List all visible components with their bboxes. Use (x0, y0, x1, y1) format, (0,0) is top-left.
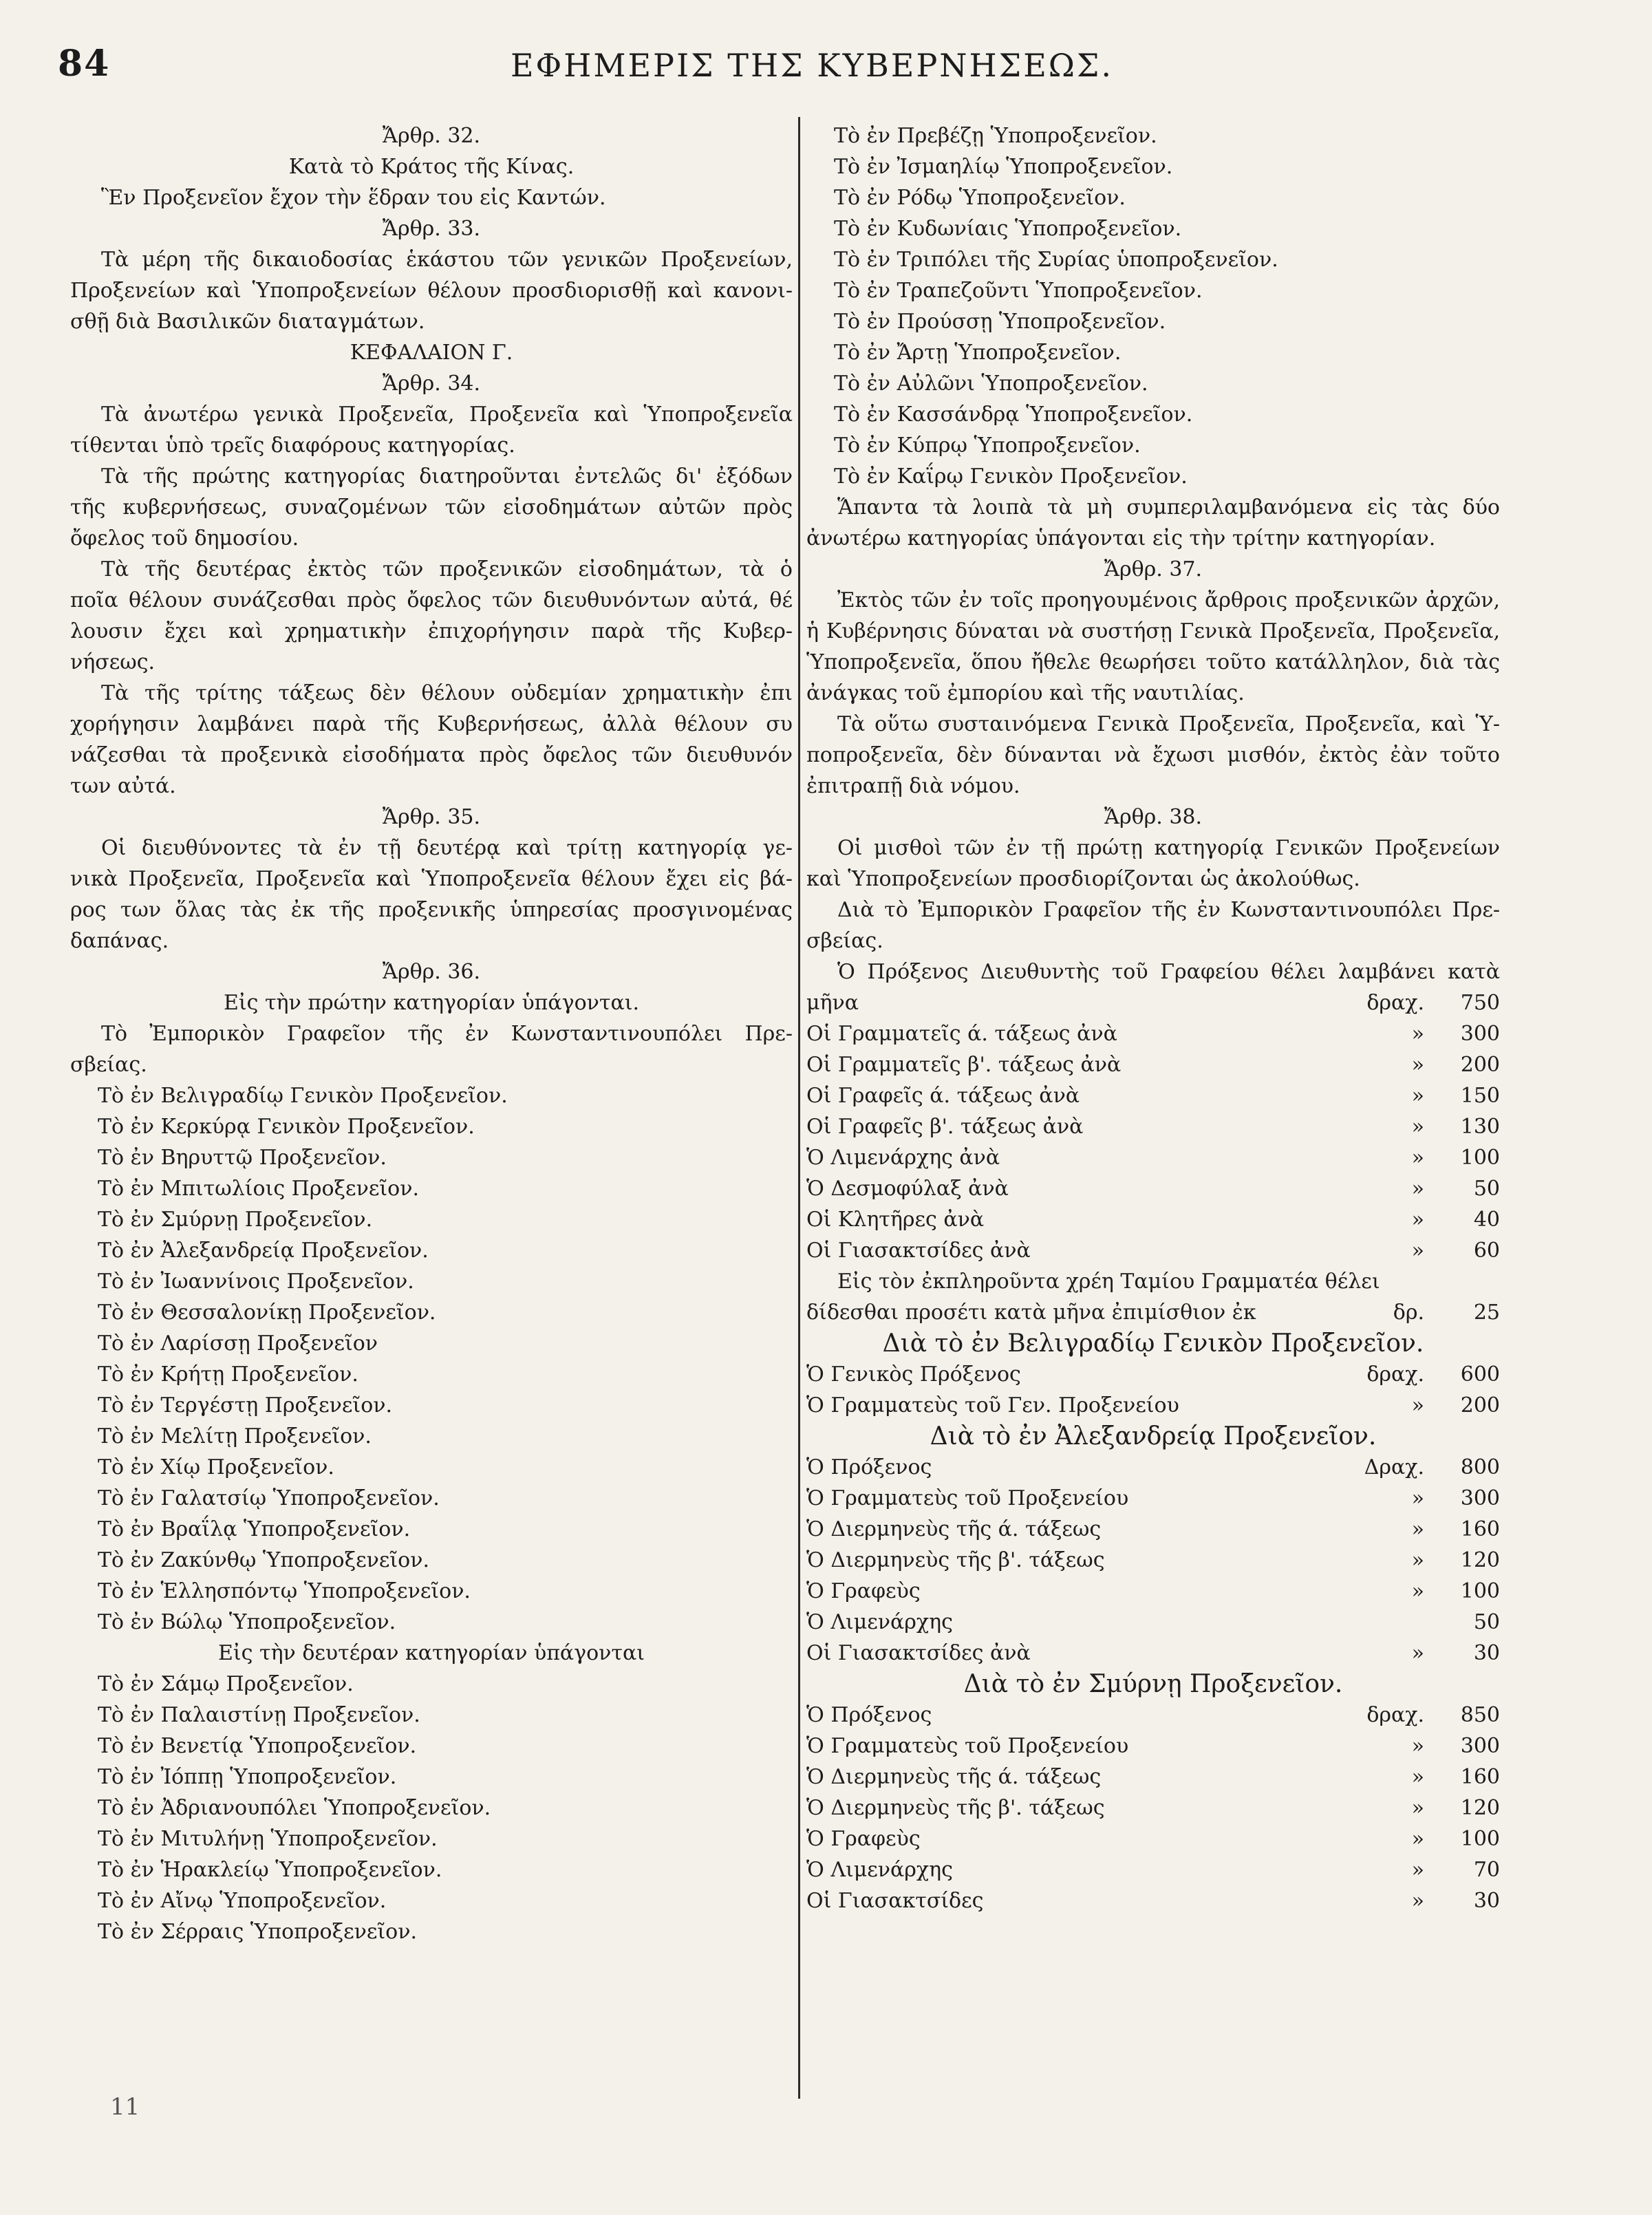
text-line: Ἄρθρ. 36. (382, 960, 481, 984)
salary-row (806, 1204, 1500, 1235)
row-unit: Δραχ. (1364, 1455, 1424, 1479)
salary-table-constantinople (806, 987, 1500, 1266)
salary-row (806, 1359, 1500, 1390)
row-unit: » (1411, 1393, 1424, 1417)
column-divider (798, 117, 800, 2099)
salary-row (806, 1235, 1500, 1266)
row-amount: 100 (1460, 1146, 1500, 1170)
text-line: Τὸ ἐν Κασσάνδρᾳ Ὑποπροξενεῖον. (834, 403, 1193, 427)
text-line: ἡ Κυβέρνησις δύναται νὰ συστήσῃ Γενικὰ Προξενεῖα, Προξενεῖα, (806, 619, 1500, 643)
row-unit: » (1411, 1146, 1424, 1170)
text-line: Τὸ ἐν Ρόδῳ Ὑποπροξενεῖον. (834, 186, 1126, 210)
row-unit: » (1411, 1115, 1424, 1139)
treasurer-line: Εἰς τὸν ἐκπληροῦντα χρέη Ταμίου Γραμματέα θέλει (837, 1270, 1380, 1294)
row-unit: » (1411, 1889, 1424, 1913)
text-line: Ἅπαντα τὰ λοιπὰ τὰ μὴ συμπεριλαμβανόμενα εἰς τὰς δύο (837, 495, 1500, 520)
row-amount: 600 (1460, 1362, 1500, 1387)
text-line: ἐπιτραπῇ διὰ νόμου. (806, 774, 1020, 798)
text-line: Τὰ τῆς τρίτης τάξεως δὲν θέλουν οὐδεμίαν χρηματικὴν ἐπι (101, 681, 793, 705)
salary-row (806, 1607, 1500, 1638)
text-line: ΚΕΦΑΛΑΙΟΝ Γ. (350, 341, 513, 365)
text-line: Διὰ τὸ Ἐμπορικὸν Γραφεῖον τῆς ἐν Κωνσταντινουπόλει Πρε- (837, 898, 1500, 922)
page-number: 84 (58, 43, 111, 85)
text-line: Τὸ ἐν Σμύρνῃ Προξενεῖον. (98, 1208, 373, 1232)
section-heading-smyrna: Διὰ τὸ ἐν Σμύρνῃ Προξενεῖον. (963, 1670, 1343, 1698)
row-unit: » (1411, 1239, 1424, 1263)
row-unit: δραχ. (1366, 1362, 1424, 1387)
text-line: Τὸ ἐν Προύσσῃ Ὑποπροξενεῖον. (834, 310, 1166, 334)
salary-row (806, 1452, 1500, 1483)
row-label: Ὁ Γενικὸς Πρόξενος (806, 1362, 1021, 1387)
row-label: Ὁ Διερμηνεὺς τῆς β'. τάξεως (806, 1796, 1105, 1820)
salary-row (806, 1049, 1500, 1080)
salary-row (806, 1793, 1500, 1823)
text-line: Τὰ τῆς δευτέρας ἐκτὸς τῶν προξενικῶν εἰσοδημάτων, τὰ ὁ (101, 557, 793, 581)
text-line: ἀνάγκας τοῦ ἐμπορίου καὶ τῆς ναυτιλίας. (806, 681, 1245, 705)
text-line: Τὸ ἐν Βώλῳ Ὑποπροξενεῖον. (98, 1610, 396, 1634)
text-line: νάζεσθαι τὰ προξενικὰ εἰσοδήματα πρὸς ὄφελος τῶν διευθυνόν (70, 743, 793, 767)
text-line: Τὸ ἐν Ἑλλησπόντῳ Ὑποπροξενεῖον. (98, 1579, 471, 1603)
row-unit: δραχ. (1366, 1703, 1424, 1727)
row-unit: » (1411, 1208, 1424, 1232)
salary-row (806, 1638, 1500, 1669)
row-amount: 40 (1473, 1208, 1500, 1232)
row-amount: 800 (1460, 1455, 1500, 1479)
row-label: Οἱ Γραφεῖς ά. τάξεως ἀνὰ (806, 1084, 1080, 1108)
text-line: Τὸ ἐν Τεργέστῃ Προξενεῖον. (98, 1393, 393, 1417)
section-heading-belgrade: Διὰ τὸ ἐν Βελιγραδίῳ Γενικὸν Προξενεῖον. (882, 1329, 1424, 1358)
text-line: σβείας. (70, 1053, 147, 1077)
row-unit: » (1411, 1579, 1424, 1603)
row-amount: 50 (1473, 1610, 1500, 1634)
row-label: δίδεσθαι προσέτι κατὰ μῆνα ἐπιμίσθιον ἐκ (806, 1301, 1256, 1325)
row-label: Ὁ Πρόξενος (806, 1703, 932, 1727)
row-label: Ὁ Λιμενάρχης ἀνὰ (806, 1146, 1000, 1170)
salary-row (806, 1823, 1500, 1854)
salary-row (806, 1576, 1500, 1607)
left-column (70, 120, 793, 1947)
row-label: Ὁ Λιμενάρχης (806, 1858, 953, 1882)
text-line: Ἄρθρ. 35. (382, 805, 481, 829)
text-line: νήσεως. (70, 650, 155, 674)
salary-row (806, 1080, 1500, 1111)
text-line: Ἄρθρ. 32. (382, 124, 481, 148)
row-label: Ὁ Γραμματεὺς τοῦ Προξενείου (806, 1486, 1129, 1510)
text-line: Τὸ ἐν Βηρυττῷ Προξενεῖον. (98, 1146, 387, 1170)
row-amount: 130 (1460, 1115, 1500, 1139)
treasurer-allowance-row (806, 1297, 1500, 1328)
text-line: Ἄρθρ. 34. (382, 372, 481, 396)
row-label: Οἱ Κλητῆρες ἀνὰ (806, 1208, 985, 1232)
text-line: Τὸ ἐν Τραπεζοῦντι Ὑποπροξενεῖον. (834, 279, 1203, 303)
text-line: Τὸ ἐν Βραΐλᾳ Ὑποπροξενεῖον. (98, 1517, 411, 1541)
salary-row (806, 1173, 1500, 1204)
text-line: Ἐκτὸς τῶν ἐν τοῖς προηγουμένοις ἄρθροις προξενικῶν ἀρχῶν, (837, 588, 1500, 612)
row-amount: 750 (1460, 991, 1500, 1015)
row-label: Ὁ Διερμηνεὺς τῆς ά. τάξεως (806, 1517, 1102, 1541)
text-line: Τὸ ἐν Λαρίσσῃ Προξενεῖον (98, 1331, 378, 1356)
row-amount: 120 (1460, 1548, 1500, 1572)
text-line: Τὰ οὕτω συσταινόμενα Γενικὰ Προξενεῖα, Προξενεῖα, καὶ Ὑ- (837, 712, 1500, 736)
row-amount: 70 (1473, 1858, 1500, 1882)
text-line: Ἄρθρ. 38. (1104, 805, 1203, 829)
row-amount: 160 (1460, 1765, 1500, 1789)
text-line: Τὸ Ἐμπορικὸν Γραφεῖον τῆς ἐν Κωνσταντινουπόλει Πρε- (101, 1022, 793, 1046)
row-label: Ὁ Πρόξενος (806, 1455, 932, 1479)
text-line: Τὸ ἐν Ἀλεξανδρείᾳ Προξενεῖον. (98, 1239, 429, 1263)
row-amount: 30 (1473, 1889, 1500, 1913)
text-line: χορήγησιν λαμβάνει παρὰ τῆς Κυβερνήσεως, ἀλλὰ θέλουν συ (70, 712, 793, 736)
row-unit: » (1411, 1177, 1424, 1201)
row-amount: 160 (1460, 1517, 1500, 1541)
text-line: Τὰ μέρη τῆς δικαιοδοσίας ἑκάστου τῶν γενικῶν Προξενείων, (101, 248, 793, 272)
text-line: Τὸ ἐν Ἀδριανουπόλει Ὑποπροξενεῖον. (98, 1796, 491, 1820)
row-amount: 300 (1460, 1022, 1500, 1046)
text-line: Τὸ ἐν Καΐρῳ Γενικὸν Προξενεῖον. (834, 464, 1188, 489)
row-label: Οἱ Γραμματεῖς β'. τάξεως ἀνὰ (806, 1053, 1122, 1077)
text-line: ποῖα θέλουν συνάζεσθαι πρὸς ὄφελος τῶν διευθυνόντων αὐτά, θέ (70, 588, 793, 612)
text-line: Τὸ ἐν Μπιτωλίοις Προξενεῖον. (98, 1177, 419, 1201)
text-line: Ἄρθρ. 33. (382, 217, 481, 241)
row-amount: 30 (1473, 1641, 1500, 1665)
row-label: Ὁ Δεσμοφύλαξ ἀνὰ (806, 1177, 1009, 1201)
row-unit: » (1411, 1486, 1424, 1510)
row-label: Ὁ Γραμματεὺς τοῦ Προξενείου (806, 1734, 1129, 1758)
row-label: Οἱ Γραφεῖς β'. τάξεως ἀνὰ (806, 1115, 1084, 1139)
text-line: Τὸ ἐν Ἡρακλείῳ Ὑποπροξενεῖον. (98, 1858, 442, 1882)
text-line: Τὸ ἐν Τριπόλει τῆς Συρίας ὑποπροξενεῖον. (834, 248, 1278, 272)
salary-table-alexandria (806, 1452, 1500, 1669)
right-column (806, 120, 1500, 1916)
text-line: Τὰ τῆς πρώτης κατηγορίας διατηροῦνται ἐντελῶς δι' ἐξόδων (101, 464, 793, 489)
salary-row (806, 1111, 1500, 1142)
row-amount: 200 (1460, 1053, 1500, 1077)
text-line: ὄφελος τοῦ δημοσίου. (70, 526, 299, 550)
row-unit: » (1411, 1734, 1424, 1758)
salary-row (806, 1142, 1500, 1173)
text-line: νικὰ Προξενεῖα, Προξενεῖα καὶ Ὑποπροξενεῖα θέλουν ἔχει εἰς βά- (70, 867, 793, 891)
row-amount: 120 (1460, 1796, 1500, 1820)
text-line: Τὸ ἐν Πρεβέζῃ Ὑποπροξενεῖον. (834, 124, 1157, 148)
row-label: Ὁ Λιμενάρχης (806, 1610, 953, 1634)
salary-row (806, 1731, 1500, 1762)
text-line: Οἱ διευθύνοντες τὰ ἐν τῇ δευτέρᾳ καὶ τρίτῃ κατηγορίᾳ γε- (101, 836, 793, 860)
text-line: Τὸ ἐν Κρήτῃ Προξενεῖον. (98, 1362, 358, 1387)
section-heading-alexandria: Διὰ τὸ ἐν Ἀλεξανδρείᾳ Προξενεῖον. (930, 1422, 1377, 1451)
row-label: Ὁ Διερμηνεὺς τῆς β'. τάξεως (806, 1548, 1105, 1572)
row-unit: δραχ. (1366, 991, 1424, 1015)
salary-row (806, 1762, 1500, 1793)
row-unit: » (1411, 1548, 1424, 1572)
text-line: Τὸ ἐν Παλαιστίνῃ Προξενεῖον. (98, 1703, 420, 1727)
right-column-text (806, 120, 1500, 987)
text-line: Τὸ ἐν Σέρραις Ὑποπροξενεῖον. (98, 1920, 418, 1944)
row-unit: » (1411, 1858, 1424, 1882)
text-line: Τὰ ἀνωτέρω γενικὰ Προξενεῖα, Προξενεῖα καὶ Ὑποπροξενεῖα (101, 403, 793, 427)
text-line: Εἰς τὴν πρώτην κατηγορίαν ὑπάγονται. (223, 991, 640, 1015)
running-title: ΕΦΗΜΕΡΙΣ ΤΗΣ ΚΥΒΕΡΝΗΣΕΩΣ. (510, 47, 1114, 84)
salary-row (806, 1854, 1500, 1885)
text-line: ρος των ὅλας τὰς ἐκ τῆς προξενικῆς ὑπηρεσίας προσγινομένας (70, 898, 793, 922)
text-line: Προξενείων καὶ Ὑποπροξενείων θέλουν προσδιορισθῇ καὶ κανονι- (70, 279, 793, 303)
salary-table-smyrna (806, 1700, 1500, 1916)
text-line: ποπροξενεῖα, δὲν δύνανται νὰ ἔχωσι μισθόν, ἐκτὸς ἐὰν τοῦτο (806, 743, 1500, 767)
text-line: Τὸ ἐν Ἰόππῃ Ὑποπροξενεῖον. (98, 1765, 397, 1789)
text-line: ἀνωτέρω κατηγορίας ὑπάγονται εἰς τὴν τρίτην κατηγορίαν. (806, 526, 1436, 550)
row-label: Ὁ Γραμματεὺς τοῦ Γεν. Προξενείου (806, 1393, 1179, 1417)
text-line: Οἱ μισθοὶ τῶν ἐν τῇ πρώτῃ κατηγορίᾳ Γενικῶν Προξενείων (837, 836, 1500, 860)
salary-row (806, 1514, 1500, 1545)
text-line: Τὸ ἐν Βελιγραδίῳ Γενικὸν Προξενεῖον. (98, 1084, 508, 1108)
page-header (0, 0, 1652, 103)
text-line: δαπάνας. (70, 929, 169, 953)
row-amount: 25 (1473, 1301, 1500, 1325)
text-line: καὶ Ὑποπροξενείων προσδιορίζονται ὡς ἀκολούθως. (806, 867, 1360, 891)
row-label: Οἱ Γιασακτσίδες ἀνὰ (806, 1239, 1031, 1263)
row-amount: 300 (1460, 1734, 1500, 1758)
row-unit: » (1411, 1022, 1424, 1046)
text-line: Τὸ ἐν Βενετίᾳ Ὑποπροξενεῖον. (98, 1734, 417, 1758)
text-line: τίθενται ὑπὸ τρεῖς διαφόρους κατηγορίας. (70, 434, 515, 458)
salary-row (806, 1700, 1500, 1731)
row-unit: » (1411, 1765, 1424, 1789)
row-unit: » (1411, 1796, 1424, 1820)
row-label: Ὁ Γραφεὺς (806, 1827, 921, 1851)
text-line: Τὸ ἐν Αἴνῳ Ὑποπροξενεῖον. (98, 1889, 387, 1913)
row-unit: » (1411, 1827, 1424, 1851)
row-label: Ὁ Διερμηνεὺς τῆς ά. τάξεως (806, 1765, 1102, 1789)
text-line: Τὸ ἐν Ζακύνθῳ Ὑποπροξενεῖον. (98, 1548, 430, 1572)
row-amount: 60 (1473, 1239, 1500, 1263)
row-unit: δρ. (1393, 1301, 1424, 1325)
text-line: Τὸ ἐν Ἰσμαηλίῳ Ὑποπροξενεῖον. (834, 155, 1173, 179)
row-label: μῆνα (806, 991, 859, 1015)
text-line: σθῇ διὰ Βασιλικῶν διαταγμάτων. (70, 310, 425, 334)
row-unit: » (1411, 1641, 1424, 1665)
row-label: Ὁ Γραφεὺς (806, 1579, 921, 1603)
row-unit: » (1411, 1084, 1424, 1108)
text-line: Ἓν Προξενεῖον ἔχον τὴν ἕδραν του εἰς Καντών. (101, 186, 606, 210)
salary-table-belgrade (806, 1359, 1500, 1421)
text-line: Τὸ ἐν Γαλατσίῳ Ὑποπροξενεῖον. (98, 1486, 440, 1510)
text-line: Τὸ ἐν Αὐλῶνι Ὑποπροξενεῖον. (834, 372, 1148, 396)
row-amount: 50 (1473, 1177, 1500, 1201)
salary-row (806, 1390, 1500, 1421)
text-line: Τὸ ἐν Μιτυλήνῃ Ὑποπροξενεῖον. (98, 1827, 438, 1851)
text-line: Τὸ ἐν Κερκύρᾳ Γενικὸν Προξενεῖον. (98, 1115, 475, 1139)
text-line: Ὑποπροξενεῖα, ὅπου ἤθελε θεωρήσει τοῦτο κατάλληλον, διὰ τὰς (806, 650, 1500, 674)
row-amount: 150 (1460, 1084, 1500, 1108)
text-line: Ὁ Πρόξενος Διευθυντὴς τοῦ Γραφείου θέλει λαμβάνει κατὰ (837, 960, 1500, 984)
text-line: Ἄρθρ. 37. (1104, 557, 1203, 581)
row-amount: 100 (1460, 1827, 1500, 1851)
text-line: Τὸ ἐν Σάμῳ Προξενεῖον. (98, 1672, 354, 1696)
row-amount: 100 (1460, 1579, 1500, 1603)
salary-row (806, 1018, 1500, 1049)
row-amount: 300 (1460, 1486, 1500, 1510)
row-label: Οἱ Γιασακτσίδες (806, 1889, 984, 1913)
salary-row (806, 1885, 1500, 1916)
salary-row (806, 987, 1500, 1018)
text-line: Τὸ ἐν Κυδωνίαις Ὑποπροξενεῖον. (834, 217, 1182, 241)
row-unit (1349, 1607, 1424, 1638)
text-line: Τὸ ἐν Ἄρτῃ Ὑποπροξενεῖον. (834, 341, 1122, 365)
text-line: Εἰς τὴν δευτέραν κατηγορίαν ὑπάγονται (217, 1641, 645, 1665)
row-amount: 200 (1460, 1393, 1500, 1417)
text-line: των αὐτά. (70, 774, 176, 798)
text-line: Κατὰ τὸ Κράτος τῆς Κίνας. (288, 155, 575, 179)
text-line: λουσιν ἔχει καὶ χρηματικὴν ἐπιχορήγησιν παρὰ τῆς Κυβερ- (70, 619, 793, 643)
row-label: Οἱ Γιασακτσίδες ἀνὰ (806, 1641, 1031, 1665)
row-unit: » (1411, 1053, 1424, 1077)
text-line: Τὸ ἐν Ἰωαννίνοις Προξενεῖον. (98, 1270, 414, 1294)
row-amount: 850 (1460, 1703, 1500, 1727)
text-line: Τὸ ἐν Θεσσαλονίκῃ Προξενεῖον. (98, 1301, 436, 1325)
salary-row (806, 1545, 1500, 1576)
text-line: Τὸ ἐν Μελίτῃ Προξενεῖον. (98, 1424, 372, 1448)
text-line: σβείας. (806, 929, 883, 953)
text-line: Τὸ ἐν Κύπρῳ Ὑποπροξενεῖον. (834, 434, 1141, 458)
text-line: τῆς κυβερνήσεως, συναζομένων τῶν εἰσοδημάτων αὐτῶν πρὸς (70, 495, 793, 520)
row-unit: » (1411, 1517, 1424, 1541)
row-label: Οἱ Γραμματεῖς ά. τάξεως ἀνὰ (806, 1022, 1117, 1046)
text-line: Τὸ ἐν Χίῳ Προξενεῖον. (98, 1455, 334, 1479)
folio-mark: 11 (110, 2093, 140, 2121)
salary-row (806, 1483, 1500, 1514)
